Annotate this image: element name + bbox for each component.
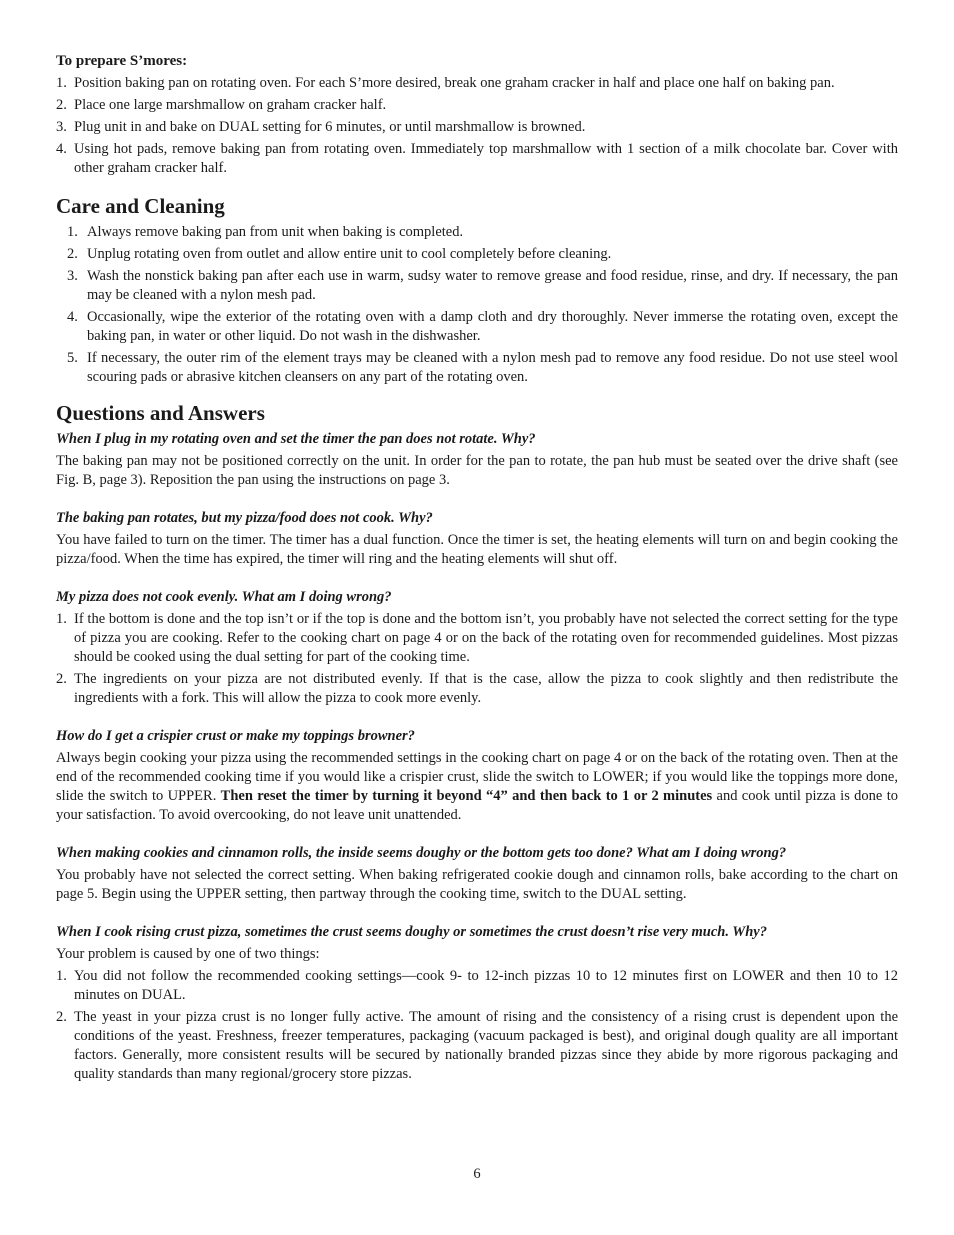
care-section [56,194,898,387]
item-number: 3. [56,119,67,135]
smores-title: To prepare S’mores: [56,53,188,69]
page-number: 6 [473,1166,481,1182]
answer [56,749,898,825]
list-item [56,74,898,93]
item-number: 3. [67,268,78,284]
qa-item [56,923,898,1084]
item-number: 1. [67,224,78,240]
qa-item [56,588,898,708]
item-number: 2. [56,1009,67,1025]
list-item [56,118,898,137]
item-text: The yeast in your pizza crust is no longer fully active. The amount of rising and the consistency of a rising crust is dependent upon the conditions of the yeast. Freshness, freezer temperatures, packaging (vacuum packaged is best), and original dough quality are all important factors. Generally, more consistent results will be secured by nationally branded pizzas since they abide by more rigorous packaging and quality standards than many regional/grocery store pizzas. [74,1009,898,1082]
qa-section [56,401,898,1084]
item-number: 1. [56,75,67,91]
qa-item [56,430,898,490]
list-item [56,96,898,115]
item-text: If necessary, the outer rim of the element trays may be cleaned with a nylon mesh pad to remove any food residue. Do not use steel wool scouring pads or abrasive kitchen cleansers on any part of the rotating oven. [87,350,898,385]
item-text: Position baking pan on rotating oven. For each S’more desired, break one graham cracker in half and place one half on baking pan. [74,75,835,91]
answer: The baking pan may not be positioned correctly on the unit. In order for the pan to rotate, the pan hub must be seated over the drive shaft (see Fig. B, page 3). Reposition the pan using the instructions on page 3. [56,453,898,488]
item-number: 4. [67,309,78,325]
answer-bold-text: Then reset the timer by turning it beyond “4” and then back to 1 or 2 minutes [220,788,713,804]
item-number: 2. [67,246,78,262]
question: When I cook rising crust pizza, sometimes the crust seems doughy or sometimes the crust doesn’t rise very much. Why? [56,924,767,940]
qa-item [56,509,898,569]
item-text: If the bottom is done and the top isn’t or if the top is done and the bottom isn’t, you probably have not selected the correct setting for the type of pizza you are cooking. Refer to the cooking chart on page 4 or on the back of the rotating oven for recommended guidelines. Most pizzas should be cooked using the dual setting for part of the cooking time. [74,611,898,665]
qa-item [56,727,898,825]
list-item [56,140,898,178]
answer-intro: Your problem is caused by one of two things: [56,946,320,962]
qa-heading: Questions and Answers [56,401,265,425]
item-number: 1. [56,968,67,984]
answer: You probably have not selected the correct setting. When baking refrigerated cookie dough and cinnamon rolls, bake according to the chart on page 5. Begin using the UPPER setting, then partway through the cooking time, switch to the DUAL setting. [56,867,898,902]
answer-list [56,967,898,1084]
answer-list [56,610,898,708]
item-number: 2. [56,671,67,687]
item-text: Occasionally, wipe the exterior of the rotating oven with a damp cloth and dry thoroughly. Never immerse the rotating oven, except the baking pan, in water or other liquid. Do not wash in the dishwasher. [87,309,898,344]
smores-steps [56,74,898,178]
question: When I plug in my rotating oven and set the timer the pan does not rotate. Why? [56,431,536,447]
answer-text: Always begin cooking your pizza using the recommended settings in the cooking chart on page 4 or on the back of the rotating oven. Then at the end of the recommended cooking time if you would like a crispier crust, slide the switch to LOWER; if you would like the toppings more done, slide the switch to UPPER. [56,750,898,804]
document-page [56,52,898,1087]
care-list [56,223,898,387]
item-text: Wash the nonstick baking pan after each use in warm, sudsy water to remove grease and food residue, rinse, and dry. If necessary, the pan may be cleaned with a nylon mesh pad. [87,268,898,303]
question: How do I get a crispier crust or make my toppings browner? [56,728,415,744]
question: The baking pan rotates, but my pizza/food does not cook. Why? [56,510,433,526]
list-item [56,308,898,346]
list-item [56,349,898,387]
answer: You have failed to turn on the timer. The timer has a dual function. Once the timer is set, the heating elements will turn on and begin cooking the pizza/food. When the time has expired, the timer will ring and the heating elements will shut off. [56,532,898,567]
list-item [56,223,898,242]
question: My pizza does not cook evenly. What am I doing wrong? [56,589,392,605]
qa-item [56,844,898,904]
item-text: Place one large marshmallow on graham cracker half. [74,97,387,113]
question: When making cookies and cinnamon rolls, the inside seems doughy or the bottom gets too done? What am I doing wrong? [56,845,787,861]
item-text: Always remove baking pan from unit when baking is completed. [87,224,464,240]
list-item [56,670,898,708]
list-item [56,1008,898,1084]
list-item [56,967,898,1005]
list-item [56,245,898,264]
item-text: You did not follow the recommended cooking settings—cook 9- to 12-inch pizzas 10 to 12 minutes first on LOWER and then 10 to 12 minutes on DUAL. [74,968,898,1003]
smores-section [56,52,898,178]
item-text: Using hot pads, remove baking pan from rotating oven. Immediately top marshmallow with 1 section of a milk chocolate bar. Cover with other graham cracker half. [74,141,898,176]
list-item [56,610,898,667]
item-text: The ingredients on your pizza are not distributed evenly. If that is the case, allow the pizza to cook slightly and then redistribute the ingredients with a fork. This will allow the pizza to cook more evenly. [74,671,898,706]
item-number: 2. [56,97,67,113]
item-number: 4. [56,141,67,157]
item-text: Plug unit in and bake on DUAL setting for 6 minutes, or until marshmallow is browned. [74,119,586,135]
answer-text: and cook until pizza is done to your satisfaction. To avoid overcooking, do not leave unit unattended. [56,788,898,823]
care-heading: Care and Cleaning [56,194,225,218]
item-number: 1. [56,611,67,627]
item-text: Unplug rotating oven from outlet and allow entire unit to cool completely before cleaning. [87,246,612,262]
list-item [56,267,898,305]
item-number: 5. [67,350,78,366]
